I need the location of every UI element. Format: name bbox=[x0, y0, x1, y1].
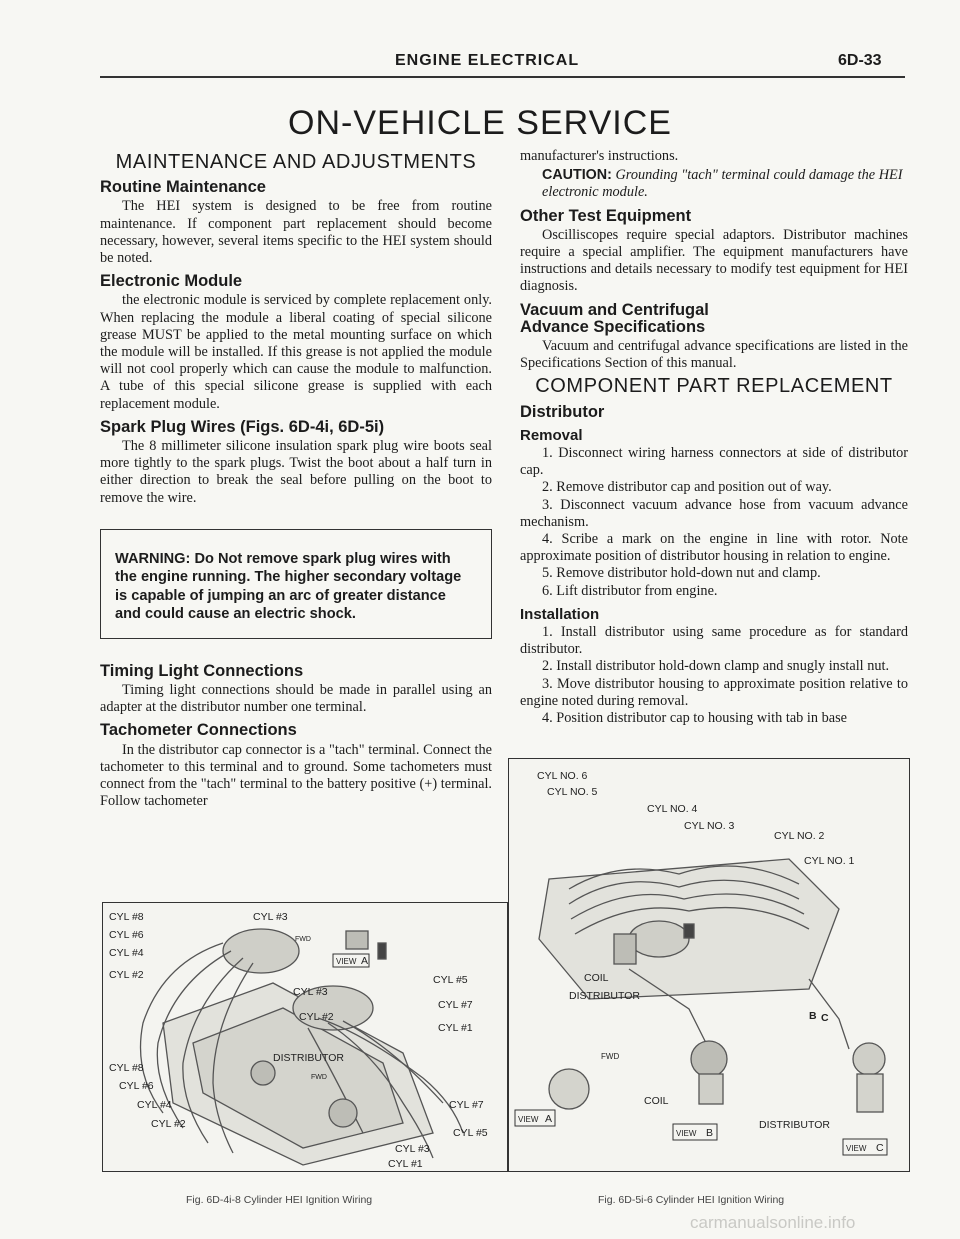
label-cyl-7-top: CYL #7 bbox=[438, 999, 473, 1011]
heading-advance-specifications: Advance Specifications bbox=[520, 317, 706, 336]
label-fwd-1: FWD bbox=[295, 936, 311, 943]
heading-tachometer: Tachometer Connections bbox=[100, 721, 297, 740]
removal-step-4: 4. Scribe a mark on the engine in line with rotor. Note approximate position of distributor housing in relation to engine. bbox=[520, 531, 908, 565]
label-cyl-4-bottom: CYL #4 bbox=[137, 1099, 172, 1111]
label-cyl-2-bottom: CYL #2 bbox=[151, 1118, 186, 1130]
label-cyl-1-bottom: CYL #1 bbox=[388, 1158, 423, 1170]
label-cyl-4-top: CYL #4 bbox=[109, 947, 144, 959]
label-c-marker: C bbox=[821, 1012, 829, 1024]
page-title: ON-VEHICLE SERVICE bbox=[288, 104, 672, 142]
label-cyl-6-bottom: CYL #6 bbox=[119, 1080, 154, 1092]
label-cyl-2-mid: CYL #2 bbox=[299, 1011, 334, 1023]
caution-label: CAUTION: bbox=[542, 167, 612, 184]
removal-step-5: 5. Remove distributor hold-down nut and clamp. bbox=[542, 565, 821, 582]
other-test-equipment-text: Oscilliscopes require special adaptors. Distributor machines require a special amplifier. The equipment manufacturers have instructions and details necessary to modify test equipment for HEI diagnosis. bbox=[520, 226, 908, 295]
label-cyl-2-top: CYL #2 bbox=[109, 969, 144, 981]
removal-step-1: 1. Disconnect wiring harness connectors at side of distributor cap. bbox=[520, 445, 908, 479]
label-cyl-6-top: CYL #6 bbox=[109, 929, 144, 941]
heading-spark-plug-wires: Spark Plug Wires (Figs. 6D-4i, 6D-5i) bbox=[100, 417, 385, 436]
label-distributor-bottom: DISTRIBUTOR bbox=[759, 1119, 830, 1131]
label-cyl-no-1: CYL NO. 1 bbox=[804, 855, 855, 867]
heading-installation: Installation bbox=[520, 605, 600, 623]
tachometer-text: In the distributor cap connector is a "tach" terminal. Connect the tachometer to this terminal and to ground. Some tachometers must connect from the "tach" terminal to the battery positive (+) terminal. Follow tachometer bbox=[100, 741, 492, 810]
figure-1-caption: Fig. 6D-4i-8 Cylinder HEI Ignition Wiring bbox=[186, 1194, 373, 1206]
label-cyl-no-4: CYL NO. 4 bbox=[647, 803, 698, 815]
label-cyl-5-bottom: CYL #5 bbox=[453, 1127, 488, 1139]
installation-step-1: 1. Install distributor using same procedure as for standard distributor. bbox=[520, 624, 908, 658]
vacuum-advance-text: Vacuum and centrifugal advance specifications are listed in the Specifications Section of this manual. bbox=[520, 338, 908, 372]
label-view-c: VIEW bbox=[846, 1144, 867, 1153]
warning-box bbox=[100, 529, 492, 639]
removal-step-2: 2. Remove distributor cap and position out of way. bbox=[542, 479, 832, 496]
right-column bbox=[520, 148, 908, 727]
label-cyl-no-6: CYL NO. 6 bbox=[537, 770, 588, 782]
label-cyl-3-top: CYL #3 bbox=[253, 911, 288, 923]
label-cyl-8-top: CYL #8 bbox=[109, 911, 144, 923]
engine-6-cyl-illustration bbox=[509, 759, 909, 1171]
caution-note bbox=[520, 167, 908, 201]
label-view-b-letter: B bbox=[706, 1127, 714, 1139]
heading-vacuum-centrifugal: Vacuum and Centrifugal bbox=[520, 300, 709, 319]
section-heading-maintenance: MAINTENANCE AND ADJUSTMENTS bbox=[115, 151, 477, 173]
heading-timing-light: Timing Light Connections bbox=[100, 661, 304, 680]
label-fwd-2: FWD bbox=[311, 1074, 327, 1081]
label-view-a: VIEW bbox=[336, 957, 357, 966]
label-cyl-7-bottom: CYL #7 bbox=[449, 1099, 484, 1111]
heading-other-test-equipment: Other Test Equipment bbox=[520, 206, 692, 225]
label-cyl-5-top: CYL #5 bbox=[433, 974, 468, 986]
removal-step-3: 3. Disconnect vacuum advance hose from vacuum advance mechanism. bbox=[520, 496, 908, 530]
watermark: carmanualsonline.info bbox=[690, 1213, 856, 1232]
label-cyl-no-2: CYL NO. 2 bbox=[774, 830, 825, 842]
label-view-c-letter: C bbox=[876, 1142, 884, 1154]
spark-plug-wires-text: The 8 millimeter silicone insulation spark plug wire boots seal more tightly to the spark plugs. Twist the boot about a half turn in either direction to break the seal before pulling on the boot to remove the wire. bbox=[100, 438, 492, 506]
left-column bbox=[100, 148, 492, 810]
label-b-marker: B bbox=[809, 1010, 817, 1022]
electronic-module-text: the electronic module is serviced by complete replacement only. When replacing the module a liberal coating of special silicone grease MUST be applied to the metal mounting surface on which the module will be installed. If this grease is not applied the module will not cool properly which can cause the module to malfunction. A tube of this special silicone grease is supplied with each replacement module. bbox=[100, 292, 492, 412]
label-cyl-8-bottom: CYL #8 bbox=[109, 1062, 144, 1074]
installation-step-2: 2. Install distributor hold-down clamp and snugly install nut. bbox=[542, 658, 890, 675]
heading-routine-maintenance: Routine Maintenance bbox=[100, 178, 266, 197]
label-view-a-letter: A bbox=[361, 955, 369, 967]
caution-text: Grounding "tach" terminal could damage the HEI electronic module. bbox=[542, 167, 903, 201]
label-cyl-no-5: CYL NO. 5 bbox=[547, 786, 598, 798]
label-coil-bottom: COIL bbox=[644, 1095, 669, 1107]
page-number: 6D-33 bbox=[838, 52, 882, 69]
warning-text: WARNING: Do Not remove spark plug wires with the engine running. The higher secondary voltage is capable of jumping an arc of greater distance and could cause an electric shock. bbox=[115, 550, 462, 623]
label-distributor: DISTRIBUTOR bbox=[273, 1052, 344, 1064]
figure-8-cylinder-wiring bbox=[102, 902, 508, 1172]
label-cyl-3-bottom: CYL #3 bbox=[395, 1143, 430, 1155]
figure-6-cylinder-wiring bbox=[508, 758, 910, 1172]
label-view-a-letter: A bbox=[545, 1113, 553, 1125]
installation-step-3: 3. Move distributor housing to approximate position relative to engine noted during removal. bbox=[520, 675, 908, 709]
label-distributor-top: DISTRIBUTOR bbox=[569, 990, 640, 1002]
heading-removal: Removal bbox=[520, 426, 583, 444]
label-view-b: VIEW bbox=[676, 1129, 697, 1138]
engine-8-cyl-illustration bbox=[103, 903, 507, 1171]
routine-maintenance-text: The HEI system is designed to be free from routine maintenance. If component part replacement should become necessary, however, several items specific to the HEI system should be noted. bbox=[100, 198, 492, 267]
continued-text: manufacturer's instructions. bbox=[520, 148, 679, 164]
label-coil-top: COIL bbox=[584, 972, 609, 984]
removal-step-6: 6. Lift distributor from engine. bbox=[542, 582, 718, 599]
timing-light-text: Timing light connections should be made in parallel using an adapter at the distributor number one terminal. bbox=[100, 682, 492, 716]
heading-distributor: Distributor bbox=[520, 402, 605, 421]
label-cyl-no-3: CYL NO. 3 bbox=[684, 820, 735, 832]
heading-electronic-module: Electronic Module bbox=[100, 272, 243, 291]
label-cyl-3-mid: CYL #3 bbox=[293, 986, 328, 998]
installation-step-4: 4. Position distributor cap to housing with tab in base bbox=[542, 710, 847, 727]
label-view-a: VIEW bbox=[518, 1115, 539, 1124]
label-fwd: FWD bbox=[601, 1052, 620, 1061]
header-rule bbox=[100, 76, 905, 78]
page-header bbox=[0, 52, 960, 82]
figure-2-caption: Fig. 6D-5i-6 Cylinder HEI Ignition Wiring bbox=[598, 1194, 785, 1206]
header-title: ENGINE ELECTRICAL bbox=[395, 52, 580, 69]
label-cyl-1-top: CYL #1 bbox=[438, 1022, 473, 1034]
section-heading-component-replacement: COMPONENT PART REPLACEMENT bbox=[535, 375, 893, 398]
